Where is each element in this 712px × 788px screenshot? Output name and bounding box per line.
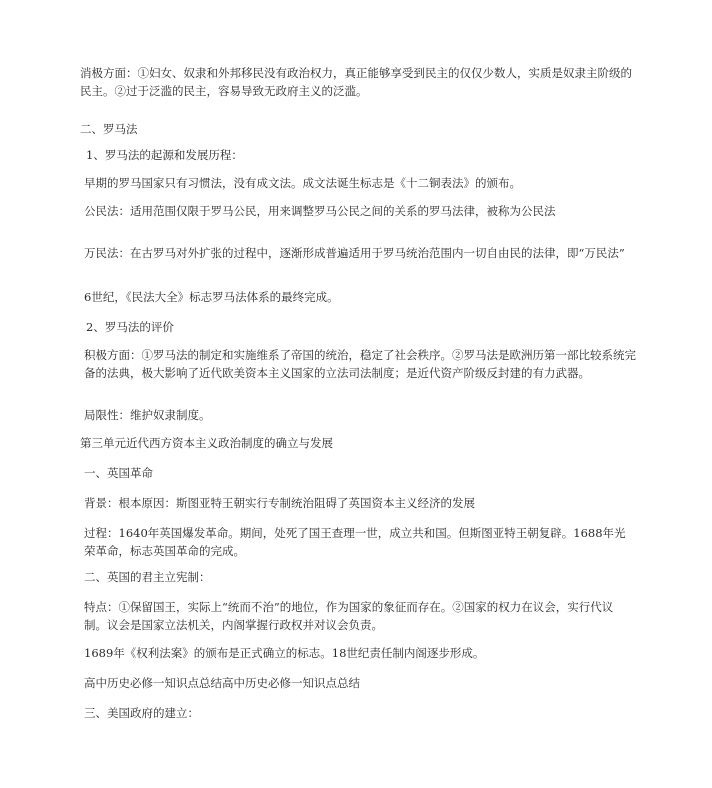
paragraph-background: 背景：根本原因：斯图亚特王朝实行专制统治阻碍了英国资本主义经济的发展 bbox=[84, 496, 475, 510]
heading-unit-three: 第三单元近代西方资本主义政治制度的确立与发展 bbox=[80, 436, 333, 450]
paragraph-characteristics: 特点：①保留国王，实际上“统而不治”的地位，作为国家的象征而存在。②国家的权力在议会，实行代议制。议会是国家立法机关，内阁掌握行政权并对议会负责。 bbox=[84, 600, 614, 632]
subheading-evaluation: 2、罗马法的评价 bbox=[86, 320, 174, 334]
paragraph-positive-aspects: 积极方面：①罗马法的制定和实施维系了帝国的统治，稳定了社会秩序。②罗马法是欧洲历第一部比较系统完备的法典，极大影响了近代欧美资本主义国家的立法司法制度；是近代资产阶级反封建的有力武器。 bbox=[84, 348, 636, 380]
heading-english-revolution: 一、英国革命 bbox=[84, 466, 153, 480]
paragraph-process: 过程：1640年英国爆发革命。期间，处死了国王查理一世，成立共和国。但斯图亚特王朝复辟。1688年光荣革命，标志英国革命的完成。 bbox=[84, 526, 626, 558]
paragraph-bill-of-rights: 1689年《权利法案》的颁布是正式确立的标志。18世纪责任制内阁逐步形成。 bbox=[84, 646, 485, 660]
paragraph-corpus-juris: 6世纪，《民法大全》标志罗马法体系的最终完成。 bbox=[84, 290, 339, 304]
paragraph-customary-law: 早期的罗马国家只有习惯法，没有成文法。成文法诞生标志是《十二铜表法》的颁布。 bbox=[84, 176, 521, 190]
paragraph-negative-aspects: 消极方面：①妇女、奴隶和外邦移民没有政治权力，真正能够享受到民主的仅仅少数人，实质是奴隶主阶级的民主。②过于泛滥的民主，容易导致无政府主义的泛滥。 bbox=[80, 66, 632, 98]
paragraph-footer-note: 高中历史必修一知识点总结高中历史必修一知识点总结 bbox=[84, 676, 360, 690]
heading-roman-law: 二、罗马法 bbox=[80, 122, 138, 136]
paragraph-citizen-law: 公民法：适用范围仅限于罗马公民，用来调整罗马公民之间的关系的罗马法律，被称为公民法 bbox=[84, 204, 556, 218]
heading-american-government: 三、美国政府的建立： bbox=[84, 706, 199, 720]
paragraph-law-of-nations: 万民法：在古罗马对外扩张的过程中，逐渐形成普遍适用于罗马统治范围内一切自由民的法律，即“万民法” bbox=[84, 246, 625, 260]
paragraph-limitations: 局限性：维护奴隶制度。 bbox=[84, 408, 211, 422]
subheading-origin: 1、罗马法的起源和发展历程： bbox=[86, 148, 243, 162]
heading-constitutional-monarchy: 二、英国的君主立宪制： bbox=[84, 570, 211, 584]
